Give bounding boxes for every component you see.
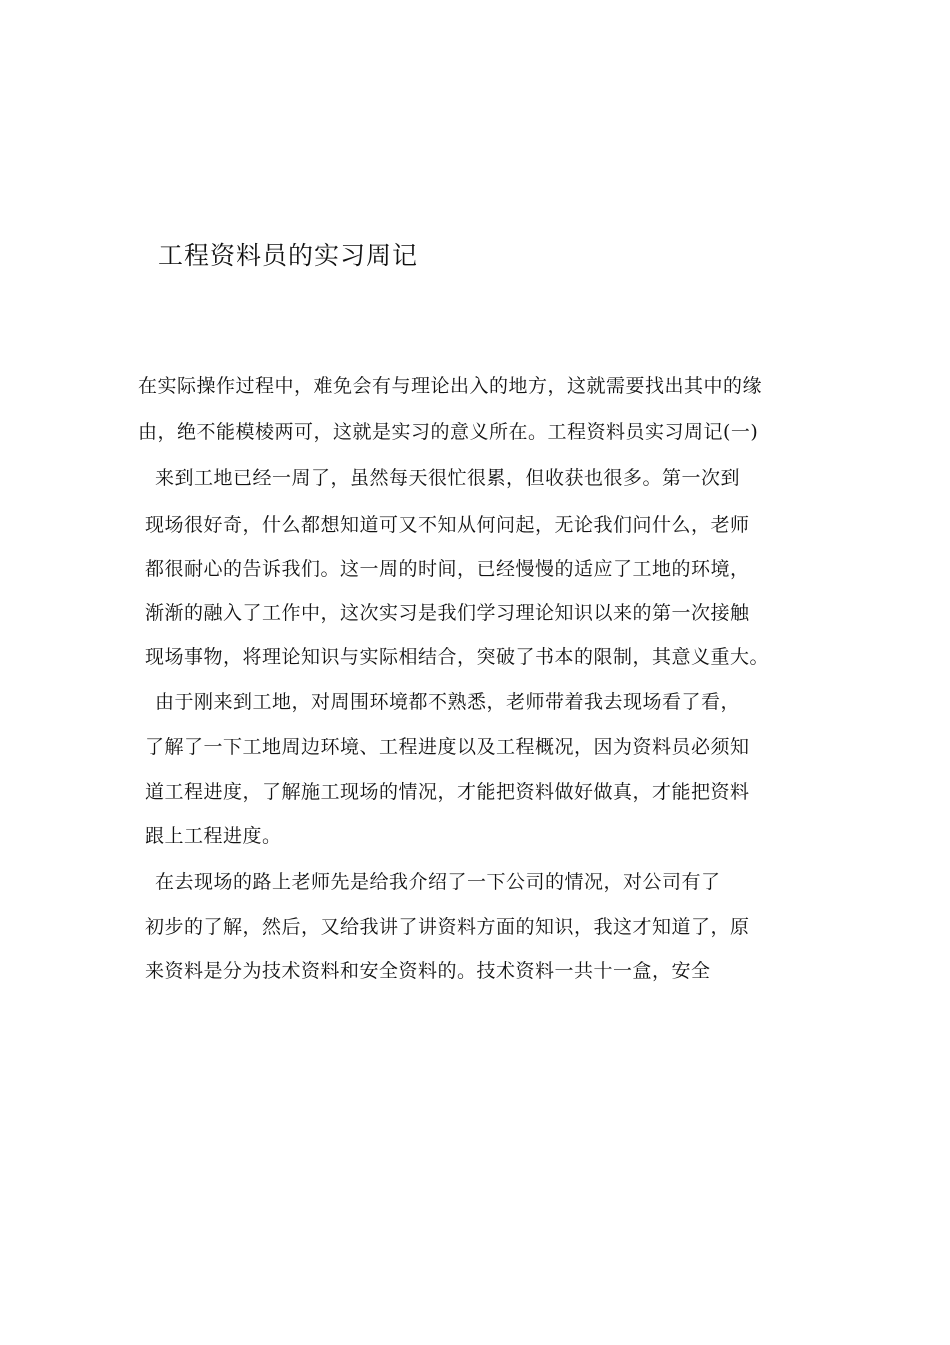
body-line-6: 渐渐的融入了工作中，这次实习是我们学习理论知识以来的第一次接触 [145,602,750,624]
body-line-4: 现场很好奇，什么都想知道可又不知从何问起，无论我们问什么，老师 [145,514,750,536]
body-line-11: 跟上工程进度。 [145,825,282,847]
document-title: 工程资料员的实习周记 [158,241,419,270]
body-line-10: 道工程进度，了解施工现场的情况，才能把资料做好做真，才能把资料 [145,781,750,803]
body-line-14: 来资料是分为技术资料和安全资料的。技术资料一共十一盒，安全 [145,960,711,982]
body-line-8: 由于刚来到工地，对周围环境都不熟悉，老师带着我去现场看了看， [155,691,741,713]
body-line-13: 初步的了解，然后，又给我讲了讲资料方面的知识，我这才知道了，原 [145,916,750,938]
body-line-2: 由，绝不能模棱两可，这就是实习的意义所在。工程资料员实习周记(一) [138,421,759,443]
body-line-5: 都很耐心的告诉我们。这一周的时间，已经慢慢的适应了工地的环境， [145,558,750,580]
body-line-1: 在实际操作过程中，难免会有与理论出入的地方，这就需要找出其中的缘 [138,375,763,397]
body-line-3: 来到工地已经一周了，虽然每天很忙很累，但收获也很多。第一次到 [155,467,741,489]
body-line-9: 了解了一下工地周边环境、工程进度以及工程概况，因为资料员必须知 [145,736,750,758]
body-line-12: 在去现场的路上老师先是给我介绍了一下公司的情况，对公司有了 [155,871,721,893]
body-line-7: 现场事物，将理论知识与实际相结合，突破了书本的限制，其意义重大。 [145,646,770,668]
